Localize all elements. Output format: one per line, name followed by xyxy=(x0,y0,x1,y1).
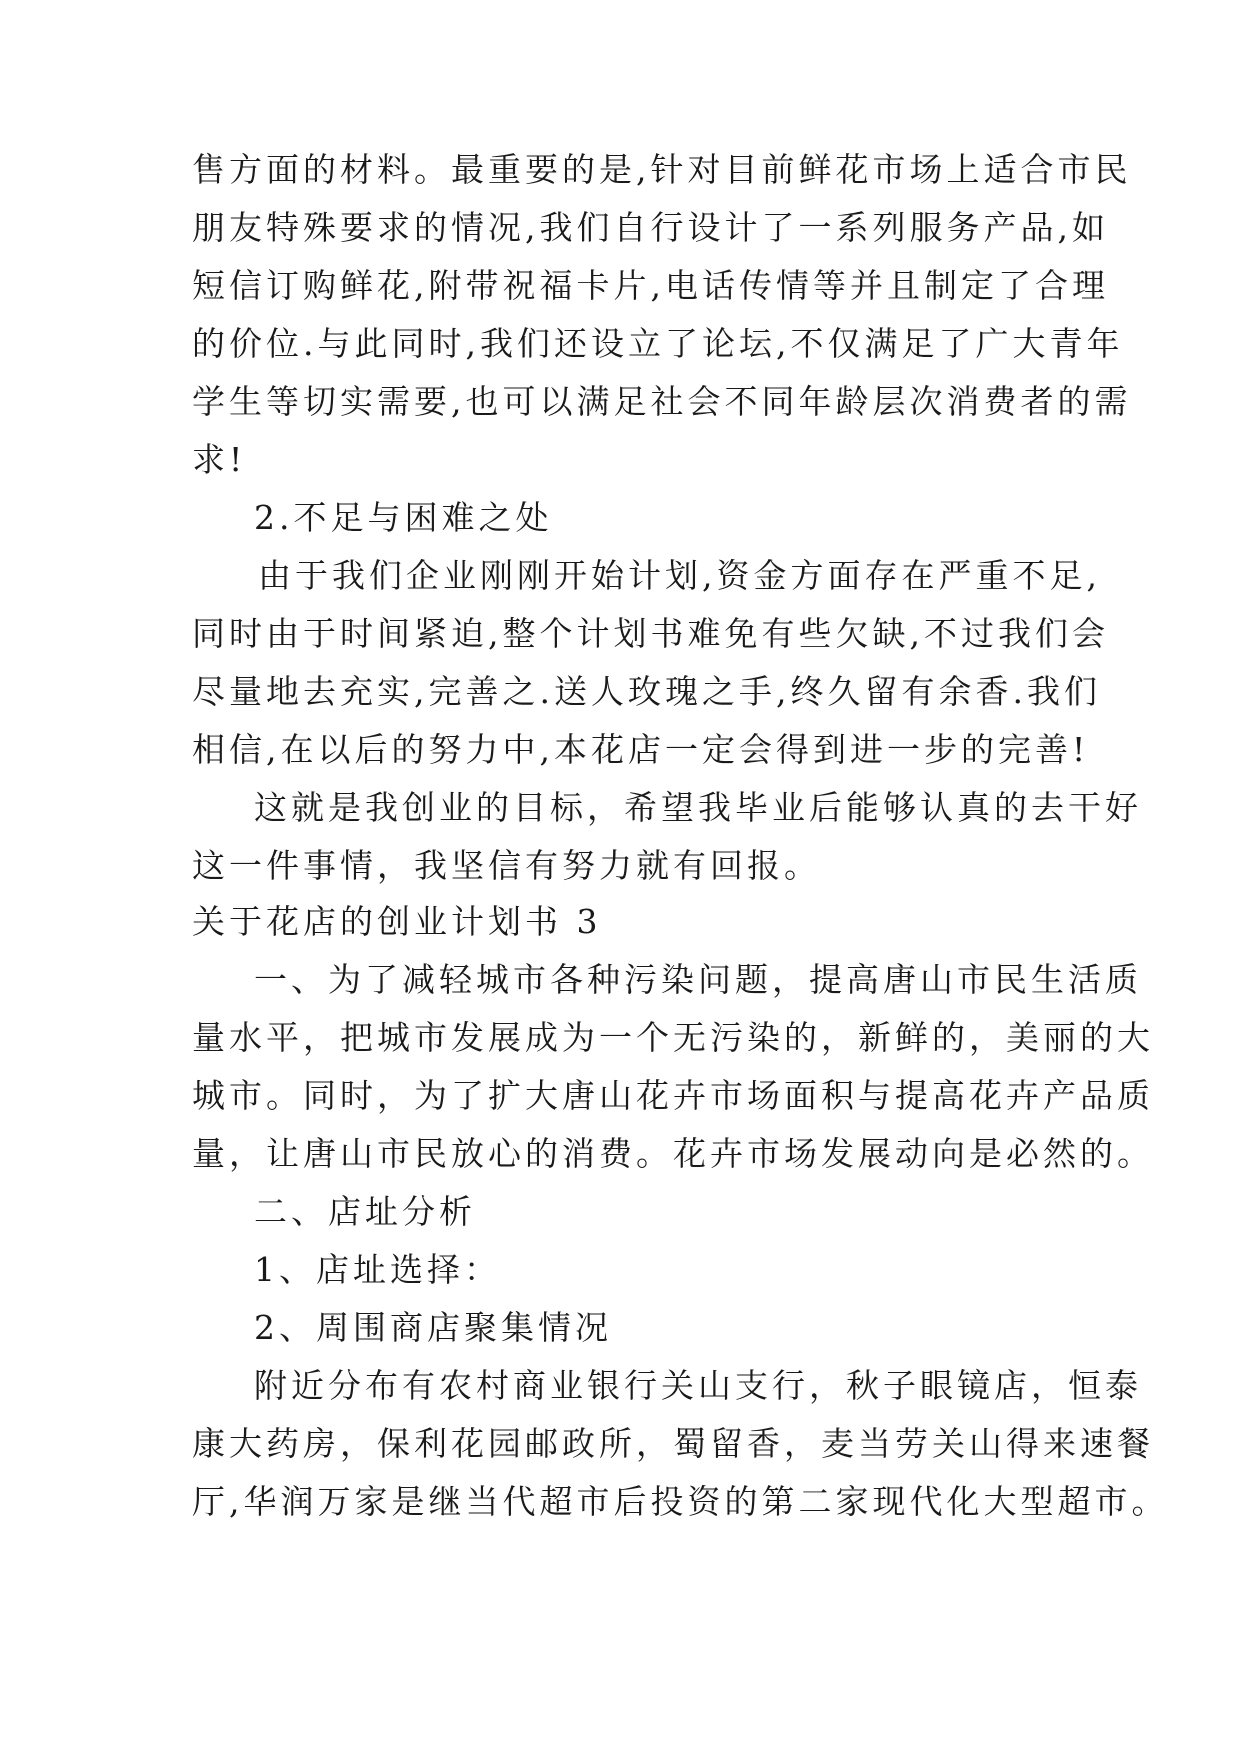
text-line: 量，让唐山市民放心的消费。花卉市场发展动向是必然的。 xyxy=(192,1134,1154,1173)
text-line: 这就是我创业的目标，希望我毕业后能够认真的去干好 xyxy=(254,788,1142,827)
text-line: 城市。同时，为了扩大唐山花卉市场面积与提高花卉产品质 xyxy=(192,1076,1154,1115)
section-heading: 二、店址分析 xyxy=(254,1192,476,1231)
text-line: 康大药房，保利花园邮政所，蜀留香，麦当劳关山得来速餐 xyxy=(192,1424,1154,1463)
text-line: 的价位.与此同时,我们还设立了论坛,不仅满足了广大青年 xyxy=(192,324,1124,363)
list-item: 2、周围商店聚集情况 xyxy=(254,1308,612,1347)
list-item: 1、店址选择： xyxy=(254,1250,501,1289)
text-line: 相信,在以后的努力中,本花店一定会得到进一步的完善! xyxy=(192,730,1090,769)
text-line: 由于我们企业刚刚开始计划,资金方面存在严重不足, xyxy=(258,556,1101,595)
text-line: 量水平，把城市发展成为一个无污染的，新鲜的，美丽的大 xyxy=(192,1018,1154,1057)
text-line: 同时由于时间紧迫,整个计划书难免有些欠缺,不过我们会 xyxy=(192,614,1109,653)
section-heading: 2.不足与困难之处 xyxy=(254,498,553,537)
text-line: 尽量地去充实,完善之.送人玫瑰之手,终久留有余香.我们 xyxy=(192,672,1101,711)
text-line: 一、为了减轻城市各种污染问题，提高唐山市民生活质 xyxy=(254,960,1142,999)
text-line: 附近分布有农村商业银行关山支行，秋子眼镜店，恒泰 xyxy=(254,1366,1142,1405)
document-title: 关于花店的创业计划书 3 xyxy=(192,902,602,941)
text-line: 朋友特殊要求的情况,我们自行设计了一系列服务产品,如 xyxy=(192,208,1109,247)
text-line: 短信订购鲜花,附带祝福卡片,电话传情等并且制定了合理 xyxy=(192,266,1109,305)
text-line: 厅,华润万家是继当代超市后投资的第二家现代化大型超市。 xyxy=(192,1482,1169,1521)
text-line: 这一件事情，我坚信有努力就有回报。 xyxy=(192,846,821,885)
text-line: 售方面的材料。最重要的是,针对目前鲜花市场上适合市民 xyxy=(192,150,1132,189)
text-line: 学生等切实需要,也可以满足社会不同年龄层次消费者的需 xyxy=(192,382,1132,421)
text-line: 求! xyxy=(192,440,247,479)
